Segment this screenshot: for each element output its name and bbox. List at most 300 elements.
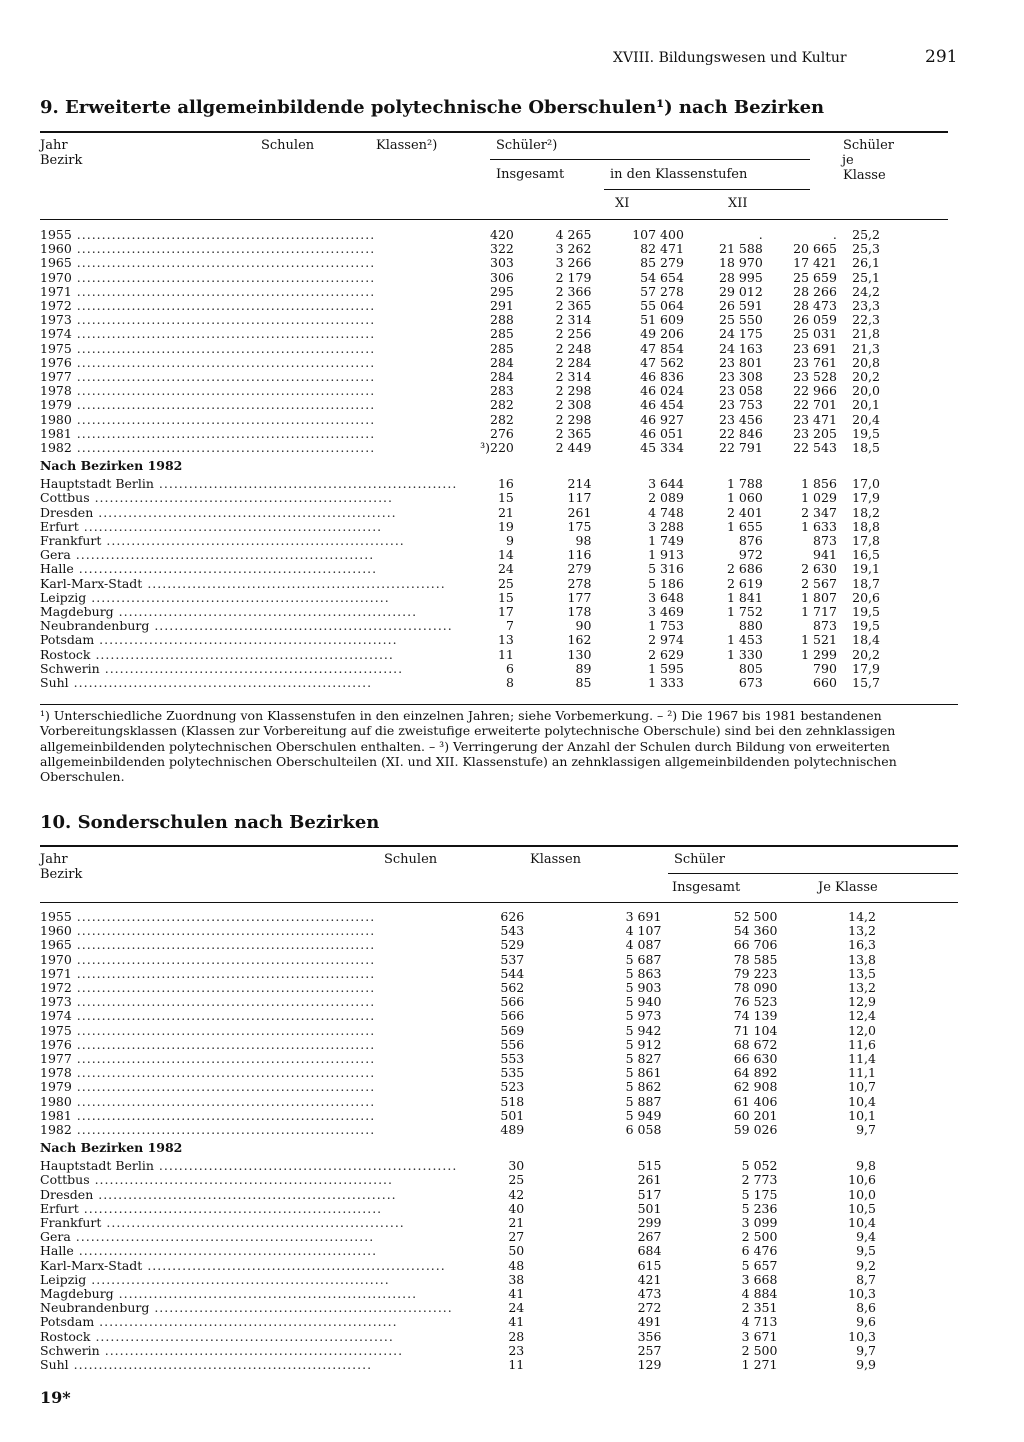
cell-insgesamt: 1 913	[648, 547, 684, 563]
cell-schulen: 544	[500, 965, 525, 981]
cell-insgesamt: 3 668	[741, 1271, 778, 1287]
leader-dots: ............................................................	[93, 505, 397, 520]
cell-schulen: 24	[508, 1300, 525, 1316]
cell-xi: 28 995	[719, 269, 763, 285]
cell-schulen: 13	[497, 632, 514, 648]
leader-dots: ............................................................	[86, 590, 390, 605]
table-row	[40, 676, 880, 690]
row-label: 1955	[40, 910, 72, 924]
row-label: Frankfurt	[40, 1216, 102, 1231]
cell-schulen: 291	[490, 298, 514, 314]
cell-insgesamt: 2 089	[648, 490, 684, 506]
row-label: 1972	[40, 981, 72, 996]
cell-insgesamt: 76 523	[733, 994, 778, 1010]
table10-bezirke-heading: Nach Bezirken 1982	[40, 1140, 183, 1156]
row-label: 1965	[40, 256, 72, 271]
leader-dots: ............................................................	[153, 1159, 458, 1174]
cell-xi: 880	[738, 618, 763, 634]
leader-dots: ............................................................	[71, 370, 376, 385]
row-label-cell	[40, 548, 457, 562]
cell-je: 12,0	[848, 1022, 876, 1038]
row-label-cell	[40, 938, 457, 952]
row-label: 1975	[40, 341, 72, 356]
cell-je: 25,1	[852, 269, 880, 285]
table10-head-klassen: Klassen	[530, 852, 582, 867]
table9-head-schueler: Schüler²)	[496, 138, 558, 153]
table-row	[40, 1080, 876, 1094]
cell-xi: 25 550	[719, 312, 763, 328]
row-label: 1970	[40, 952, 72, 967]
table-row	[40, 342, 880, 356]
leader-dots: ............................................................	[142, 1258, 446, 1273]
cell-klassen: 175	[567, 518, 592, 534]
table-row	[40, 1216, 876, 1230]
cell-klassen: 117	[567, 490, 592, 506]
cell-xii: 23 691	[793, 340, 837, 356]
row-label: Dresden	[40, 505, 94, 520]
row-label: Suhl	[40, 676, 69, 691]
cell-schulen: 30	[508, 1158, 525, 1174]
cell-schulen: 41	[508, 1314, 525, 1330]
cell-xi: .	[758, 227, 763, 242]
leader-dots: ............................................................	[71, 938, 376, 953]
table-row	[40, 995, 876, 1009]
row-label: Hauptstadt Berlin	[40, 1159, 154, 1174]
leader-dots: ............................................................	[99, 661, 404, 676]
cell-xii: 873	[813, 618, 837, 634]
cell-schulen: 284	[490, 369, 514, 385]
row-label-cell	[40, 427, 457, 441]
cell-je: 12,4	[848, 1008, 876, 1024]
row-label: Hauptstadt Berlin	[40, 477, 154, 492]
cell-schulen: 21	[497, 504, 514, 520]
row-label: 1971	[40, 966, 72, 981]
cell-schulen: 48	[508, 1257, 525, 1273]
cell-klassen: 515	[637, 1158, 662, 1174]
cell-klassen: 5 949	[625, 1107, 662, 1123]
cell-schulen: 28	[508, 1328, 525, 1344]
cell-xi: 24 175	[719, 326, 763, 342]
cell-je: 20,6	[852, 589, 880, 605]
table-row	[40, 967, 876, 981]
cell-schulen: 537	[500, 951, 525, 967]
cell-xii: 23 528	[793, 369, 837, 385]
row-label: Gera	[40, 1230, 71, 1245]
leader-dots: ............................................................	[101, 1216, 405, 1231]
row-label: 1960	[40, 242, 72, 257]
table-row	[40, 1301, 876, 1315]
cell-je: 13,8	[848, 951, 876, 967]
cell-insgesamt: 2 500	[741, 1229, 778, 1245]
section-title: XVIII. Bildungswesen und Kultur	[613, 50, 847, 66]
cell-xii: 873	[813, 533, 837, 549]
table-row	[40, 1230, 876, 1244]
row-label: 1975	[40, 1023, 72, 1038]
table-row	[40, 548, 880, 562]
cell-insgesamt: 1 753	[648, 618, 684, 634]
cell-klassen: 5 687	[625, 951, 662, 967]
leader-dots: ............................................................	[71, 1037, 376, 1052]
row-label-cell	[40, 1330, 457, 1344]
cell-insgesamt: 2 773	[741, 1172, 778, 1188]
table-row	[40, 1173, 876, 1187]
leader-dots: ............................................................	[71, 1052, 376, 1067]
cell-klassen: 116	[567, 547, 592, 563]
cell-schulen: 295	[490, 283, 514, 299]
row-label-cell	[40, 1159, 457, 1173]
row-label: Leipzig	[40, 1272, 87, 1287]
table-row	[40, 562, 880, 576]
cell-je: 21,8	[852, 326, 880, 342]
table9-head-bezirk: Bezirk	[40, 153, 83, 168]
row-label-cell	[40, 441, 457, 455]
cell-klassen: 2 365	[555, 298, 592, 314]
leader-dots: ............................................................	[101, 534, 405, 549]
cell-insgesamt: 46 024	[640, 383, 684, 399]
cell-insgesamt: 4 713	[741, 1314, 778, 1330]
cell-insgesamt: 2 351	[741, 1300, 778, 1316]
table-row	[40, 413, 880, 427]
cell-je: 10,1	[848, 1107, 876, 1123]
leader-dots: ............................................................	[113, 1287, 418, 1302]
row-label-cell	[40, 413, 457, 427]
cell-insgesamt: 5 316	[648, 561, 684, 577]
cell-je: 26,1	[852, 255, 880, 271]
cell-insgesamt: 2 974	[648, 632, 684, 648]
leader-dots: ............................................................	[71, 1094, 376, 1109]
table-row	[40, 591, 880, 605]
cell-xi: 1 330	[726, 646, 763, 662]
cell-je: 8,6	[856, 1300, 876, 1316]
cell-schulen: 8	[505, 675, 514, 691]
cell-schulen: 282	[490, 397, 514, 413]
leader-dots: ............................................................	[149, 1301, 453, 1316]
cell-je: 10,6	[848, 1172, 876, 1188]
leader-dots: ............................................................	[71, 327, 376, 342]
cell-je: 20,4	[852, 411, 880, 427]
cell-klassen: 6 058	[625, 1122, 662, 1138]
cell-je: 20,8	[852, 354, 880, 370]
table9-title: 9. Erweiterte allgemeinbildende polytechnische Oberschulen¹) nach Bezirken	[40, 97, 825, 118]
cell-insgesamt: 78 585	[733, 951, 778, 967]
row-label-cell	[40, 1109, 457, 1123]
cell-insgesamt: 107 400	[632, 227, 684, 242]
cell-insgesamt: 3 099	[741, 1215, 778, 1231]
table-row	[40, 370, 880, 384]
cell-klassen: 272	[637, 1300, 662, 1316]
cell-je: 20,2	[852, 646, 880, 662]
row-label-cell	[40, 1066, 457, 1080]
leader-dots: ............................................................	[90, 1329, 394, 1344]
cell-insgesamt: 61 406	[733, 1093, 778, 1109]
cell-schulen: 25	[508, 1172, 525, 1188]
row-label-cell	[40, 1216, 457, 1230]
cell-schulen: 24	[497, 561, 514, 577]
row-label-cell	[40, 1188, 457, 1202]
row-label-cell	[40, 648, 457, 662]
cell-insgesamt: 85 279	[640, 255, 684, 271]
cell-je: 11,1	[848, 1065, 876, 1081]
leader-dots: ............................................................	[71, 441, 376, 456]
cell-insgesamt: 5 657	[741, 1257, 778, 1273]
leader-dots: ............................................................	[71, 242, 376, 257]
table9-head-jahr: Jahr	[40, 138, 68, 153]
table9-klassenstufen-rule	[604, 189, 810, 190]
table-row	[40, 1009, 876, 1023]
cell-schulen: 19	[497, 518, 514, 534]
cell-klassen: 3 691	[625, 909, 662, 924]
cell-xii: 790	[813, 660, 837, 676]
row-label-cell	[40, 1080, 457, 1094]
cell-schulen: 11	[497, 646, 514, 662]
cell-je: 18,4	[852, 632, 880, 648]
table-row	[40, 1358, 876, 1372]
row-label: Halle	[40, 562, 74, 577]
cell-klassen: 279	[567, 561, 592, 577]
leader-dots: ............................................................	[71, 1123, 376, 1138]
row-label-cell	[40, 953, 457, 967]
cell-schulen: ³)220	[480, 440, 514, 456]
cell-insgesamt: 66 630	[733, 1051, 778, 1067]
cell-klassen: 5 903	[625, 980, 662, 996]
cell-insgesamt: 3 671	[741, 1328, 778, 1344]
row-label: 1980	[40, 412, 72, 427]
cell-xi: 805	[738, 660, 763, 676]
cell-xii: 2 630	[801, 561, 837, 577]
cell-je: 10,4	[848, 1093, 876, 1109]
leader-dots: ............................................................	[78, 1201, 383, 1216]
cell-klassen: 356	[637, 1328, 662, 1344]
table-row	[40, 662, 880, 676]
cell-schulen: 556	[500, 1036, 525, 1052]
cell-klassen: 5 940	[625, 994, 662, 1010]
cell-xi: 26 591	[719, 298, 763, 314]
cell-klassen: 615	[637, 1257, 662, 1273]
cell-schulen: 535	[500, 1065, 525, 1081]
table9-head-xi: XI	[615, 196, 630, 211]
cell-xi: 2 686	[726, 561, 763, 577]
cell-xi: 23 801	[719, 354, 763, 370]
leader-dots: ............................................................	[71, 228, 376, 242]
row-label-cell	[40, 1052, 457, 1066]
table-row	[40, 534, 880, 548]
table-row	[40, 520, 880, 534]
table-row	[40, 491, 880, 505]
cell-schulen: 284	[490, 354, 514, 370]
cell-schulen: 306	[490, 269, 514, 285]
row-label-cell	[40, 1024, 457, 1038]
row-label-cell	[40, 491, 457, 505]
cell-klassen: 2 366	[555, 283, 592, 299]
cell-insgesamt: 46 927	[640, 411, 684, 427]
cell-je: 18,2	[852, 504, 880, 520]
cell-xii: 1 299	[801, 646, 837, 662]
cell-xi: 23 456	[719, 411, 763, 427]
row-label: Magdeburg	[40, 605, 114, 620]
row-label: 1978	[40, 1066, 72, 1081]
cell-schulen: 285	[490, 340, 514, 356]
cell-klassen: 162	[567, 632, 592, 648]
row-label-cell	[40, 1244, 457, 1258]
cell-insgesamt: 4 884	[741, 1286, 778, 1302]
cell-xi: 23 308	[719, 369, 763, 385]
cell-klassen: 130	[567, 646, 592, 662]
table-row	[40, 256, 880, 270]
cell-xii: 23 471	[793, 411, 837, 427]
cell-schulen: 562	[500, 980, 525, 996]
table-row	[40, 285, 880, 299]
cell-klassen: 2 365	[555, 425, 592, 441]
row-label-cell	[40, 1230, 457, 1244]
row-label-cell	[40, 605, 457, 619]
cell-insgesamt: 46 454	[640, 397, 684, 413]
row-label: Frankfurt	[40, 534, 102, 549]
table-row	[40, 953, 876, 967]
table10-head-insgesamt: Insgesamt	[672, 880, 741, 895]
cell-je: 21,3	[852, 340, 880, 356]
table-row	[40, 398, 880, 412]
cell-xi: 22 846	[719, 425, 763, 441]
cell-insgesamt: 54 654	[640, 269, 684, 285]
cell-je: 13,5	[848, 965, 876, 981]
table9-head-je-1: Schüler	[843, 138, 894, 153]
table-row	[40, 299, 880, 313]
row-label: 1965	[40, 938, 72, 953]
leader-dots: ............................................................	[71, 412, 376, 427]
cell-xii: 20 665	[793, 241, 837, 257]
cell-schulen: 626	[500, 909, 525, 924]
row-label-cell	[40, 1301, 457, 1315]
row-label-cell	[40, 228, 457, 242]
cell-je: 18,5	[852, 440, 880, 456]
cell-je: 13,2	[848, 980, 876, 996]
cell-xii: 28 266	[793, 283, 837, 299]
cell-klassen: 517	[637, 1186, 662, 1202]
leader-dots: ............................................................	[71, 981, 376, 996]
cell-klassen: 2 314	[555, 369, 592, 385]
cell-schulen: 489	[500, 1122, 525, 1138]
cell-je: 9,4	[856, 1229, 876, 1245]
cell-schulen: 15	[497, 490, 514, 506]
table-row	[40, 1244, 876, 1258]
cell-xii: 25 031	[793, 326, 837, 342]
table9-footnotes: ¹) Unterschiedliche Zuordnung von Klassenstufen in den einzelnen Jahren; siehe Vorbemerkung. – ²) Die 1967 bis 1981 bestandenen Vorbereitungsklassen (Klassen zur Vorbereitung auf die zweistufige erweiterte polytechnische Oberschule) sind bei den zehnklassigen allgemeinbildenden polytechnischen Oberschulen enthalten. – ³) Verringerung der Anzahl der Schulen durch Bildung von erweiterten allgemeinbildenden polytechnischen Oberschulteilen (XI. und XII. Klassenstufe) an zehnklassigen allgemeinbildenden polytechnischen Oberschulen.	[40, 708, 897, 785]
leader-dots: ............................................................	[71, 1080, 376, 1095]
cell-insgesamt: 3 644	[648, 476, 684, 492]
cell-je: 24,2	[852, 283, 880, 299]
row-label-cell	[40, 1315, 457, 1329]
cell-insgesamt: 47 854	[640, 340, 684, 356]
leader-dots: ............................................................	[68, 1358, 373, 1373]
cell-insgesamt: 79 223	[733, 965, 778, 981]
cell-je: 18,8	[852, 518, 880, 534]
row-label: Potsdam	[40, 633, 95, 648]
cell-schulen: 553	[500, 1051, 525, 1067]
table-row	[40, 1202, 876, 1216]
cell-xii: 1 856	[801, 476, 837, 492]
cell-klassen: 261	[567, 504, 592, 520]
row-label: 1976	[40, 1037, 72, 1052]
row-label-cell	[40, 1287, 457, 1301]
cell-insgesamt: 46 836	[640, 369, 684, 385]
cell-xi: 1 752	[726, 604, 763, 620]
cell-klassen: 473	[637, 1286, 662, 1302]
cell-je: 10,3	[848, 1328, 876, 1344]
cell-schulen: 543	[500, 923, 525, 939]
row-label-cell	[40, 1202, 457, 1216]
table9-head-insgesamt: Insgesamt	[496, 167, 565, 182]
table10-head-schueler: Schüler	[674, 852, 725, 867]
cell-klassen: 5 861	[625, 1065, 662, 1081]
table10-head-bezirk: Bezirk	[40, 867, 83, 882]
cell-klassen: 501	[637, 1200, 662, 1216]
leader-dots: ............................................................	[142, 576, 446, 591]
row-label-cell	[40, 995, 457, 1009]
cell-xi: 1 453	[726, 632, 763, 648]
cell-je: 18,7	[852, 575, 880, 591]
cell-je: 10,0	[848, 1186, 876, 1202]
row-label-cell	[40, 1038, 457, 1052]
cell-schulen: 9	[505, 533, 514, 549]
row-label-cell	[40, 1358, 457, 1372]
cell-schulen: 420	[490, 227, 514, 242]
table-row	[40, 648, 880, 662]
cell-je: 9,9	[856, 1357, 876, 1373]
cell-schulen: 50	[508, 1243, 525, 1259]
cell-insgesamt: 5 052	[741, 1158, 778, 1174]
cell-insgesamt: 55 064	[640, 298, 684, 314]
row-label-cell	[40, 577, 457, 591]
row-label-cell	[40, 370, 457, 384]
cell-klassen: 2 298	[555, 383, 592, 399]
cell-klassen: 5 827	[625, 1051, 662, 1067]
row-label: Erfurt	[40, 1201, 79, 1216]
row-label-cell	[40, 562, 457, 576]
cell-je: 15,7	[852, 675, 880, 691]
cell-klassen: 2 298	[555, 411, 592, 427]
table-row	[40, 313, 880, 327]
cell-je: 9,5	[856, 1243, 876, 1259]
cell-schulen: 529	[500, 937, 525, 953]
row-label: Schwerin	[40, 1343, 100, 1358]
row-label: 1981	[40, 426, 72, 441]
row-label-cell	[40, 242, 457, 256]
cell-je: 10,3	[848, 1286, 876, 1302]
leader-dots: ............................................................	[71, 1009, 376, 1024]
cell-schulen: 566	[500, 1008, 525, 1024]
row-label-cell	[40, 591, 457, 605]
cell-je: 10,5	[848, 1200, 876, 1216]
cell-schulen: 42	[508, 1186, 525, 1202]
cell-insgesamt: 5 236	[741, 1200, 778, 1216]
table9-head-klassen: Klassen²)	[376, 138, 438, 153]
cell-schulen: 282	[490, 411, 514, 427]
leader-dots: ............................................................	[71, 924, 376, 939]
cell-je: 11,6	[848, 1036, 876, 1052]
cell-schulen: 21	[508, 1215, 525, 1231]
cell-klassen: 5 942	[625, 1022, 662, 1038]
cell-klassen: 2 449	[555, 440, 592, 456]
leader-dots: ............................................................	[71, 995, 376, 1010]
leader-dots: ............................................................	[149, 619, 453, 634]
row-label: Cottbus	[40, 1173, 90, 1188]
row-label: Magdeburg	[40, 1287, 114, 1302]
cell-klassen: 85	[575, 675, 592, 691]
table10-head-schulen: Schulen	[384, 852, 438, 867]
cell-je: 25,2	[852, 227, 880, 242]
cell-insgesamt: 1 271	[741, 1357, 778, 1373]
row-label: 1973	[40, 313, 72, 328]
